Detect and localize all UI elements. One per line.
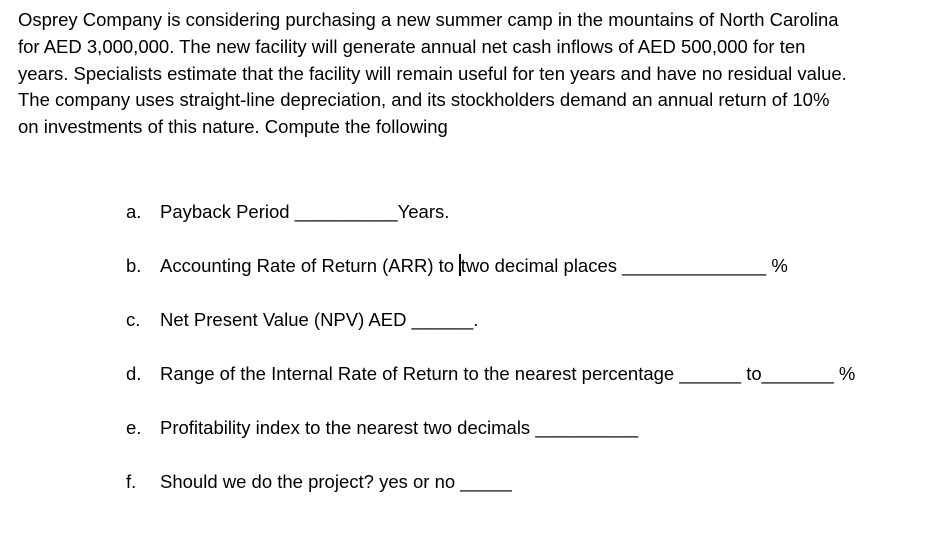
question-item-b xyxy=(126,252,855,279)
item-letter: d. xyxy=(126,363,142,384)
paragraph-line: on investments of this nature. Compute the following xyxy=(18,116,448,137)
item-text xyxy=(160,252,788,279)
item-text: Should we do the project? yes or no _____ xyxy=(160,471,512,492)
item-text: Range of the Internal Rate of Return to the nearest percentage ______ to_______ % xyxy=(160,363,856,384)
item-letter: b. xyxy=(126,255,142,276)
paragraph-line: The company uses straight-line depreciation, and its stockholders demand an annual return of 10% xyxy=(18,89,830,111)
item-letter: f. xyxy=(126,471,137,492)
item-letter: e. xyxy=(126,417,142,438)
item-text-before-cursor: Accounting Rate of Return (ARR) to xyxy=(160,255,460,276)
item-text: Net Present Value (NPV) AED ______. xyxy=(160,309,479,330)
question-item-d xyxy=(126,360,855,387)
item-letter: c. xyxy=(126,309,141,330)
item-text-after-cursor: two decimal places ______________ % xyxy=(460,255,788,276)
question-item-f xyxy=(126,468,855,495)
paragraph-line: for AED 3,000,000. The new facility will generate annual net cash inflows of AED 500,000 for ten xyxy=(18,35,806,57)
item-letter: a. xyxy=(126,201,142,222)
question-list xyxy=(126,198,855,522)
question-item-e xyxy=(126,414,855,441)
question-item-c xyxy=(126,306,855,333)
item-text: Profitability index to the nearest two decimals __________ xyxy=(160,417,639,438)
problem-statement xyxy=(18,7,847,141)
item-text: Payback Period __________Years. xyxy=(160,201,450,222)
question-item-a xyxy=(126,198,855,225)
paragraph-line: Osprey Company is considering purchasing a new summer camp in the mountains of North Carolina xyxy=(18,9,839,30)
paragraph-line: years. Specialists estimate that the facility will remain useful for ten years and have no residual value. xyxy=(18,62,847,84)
